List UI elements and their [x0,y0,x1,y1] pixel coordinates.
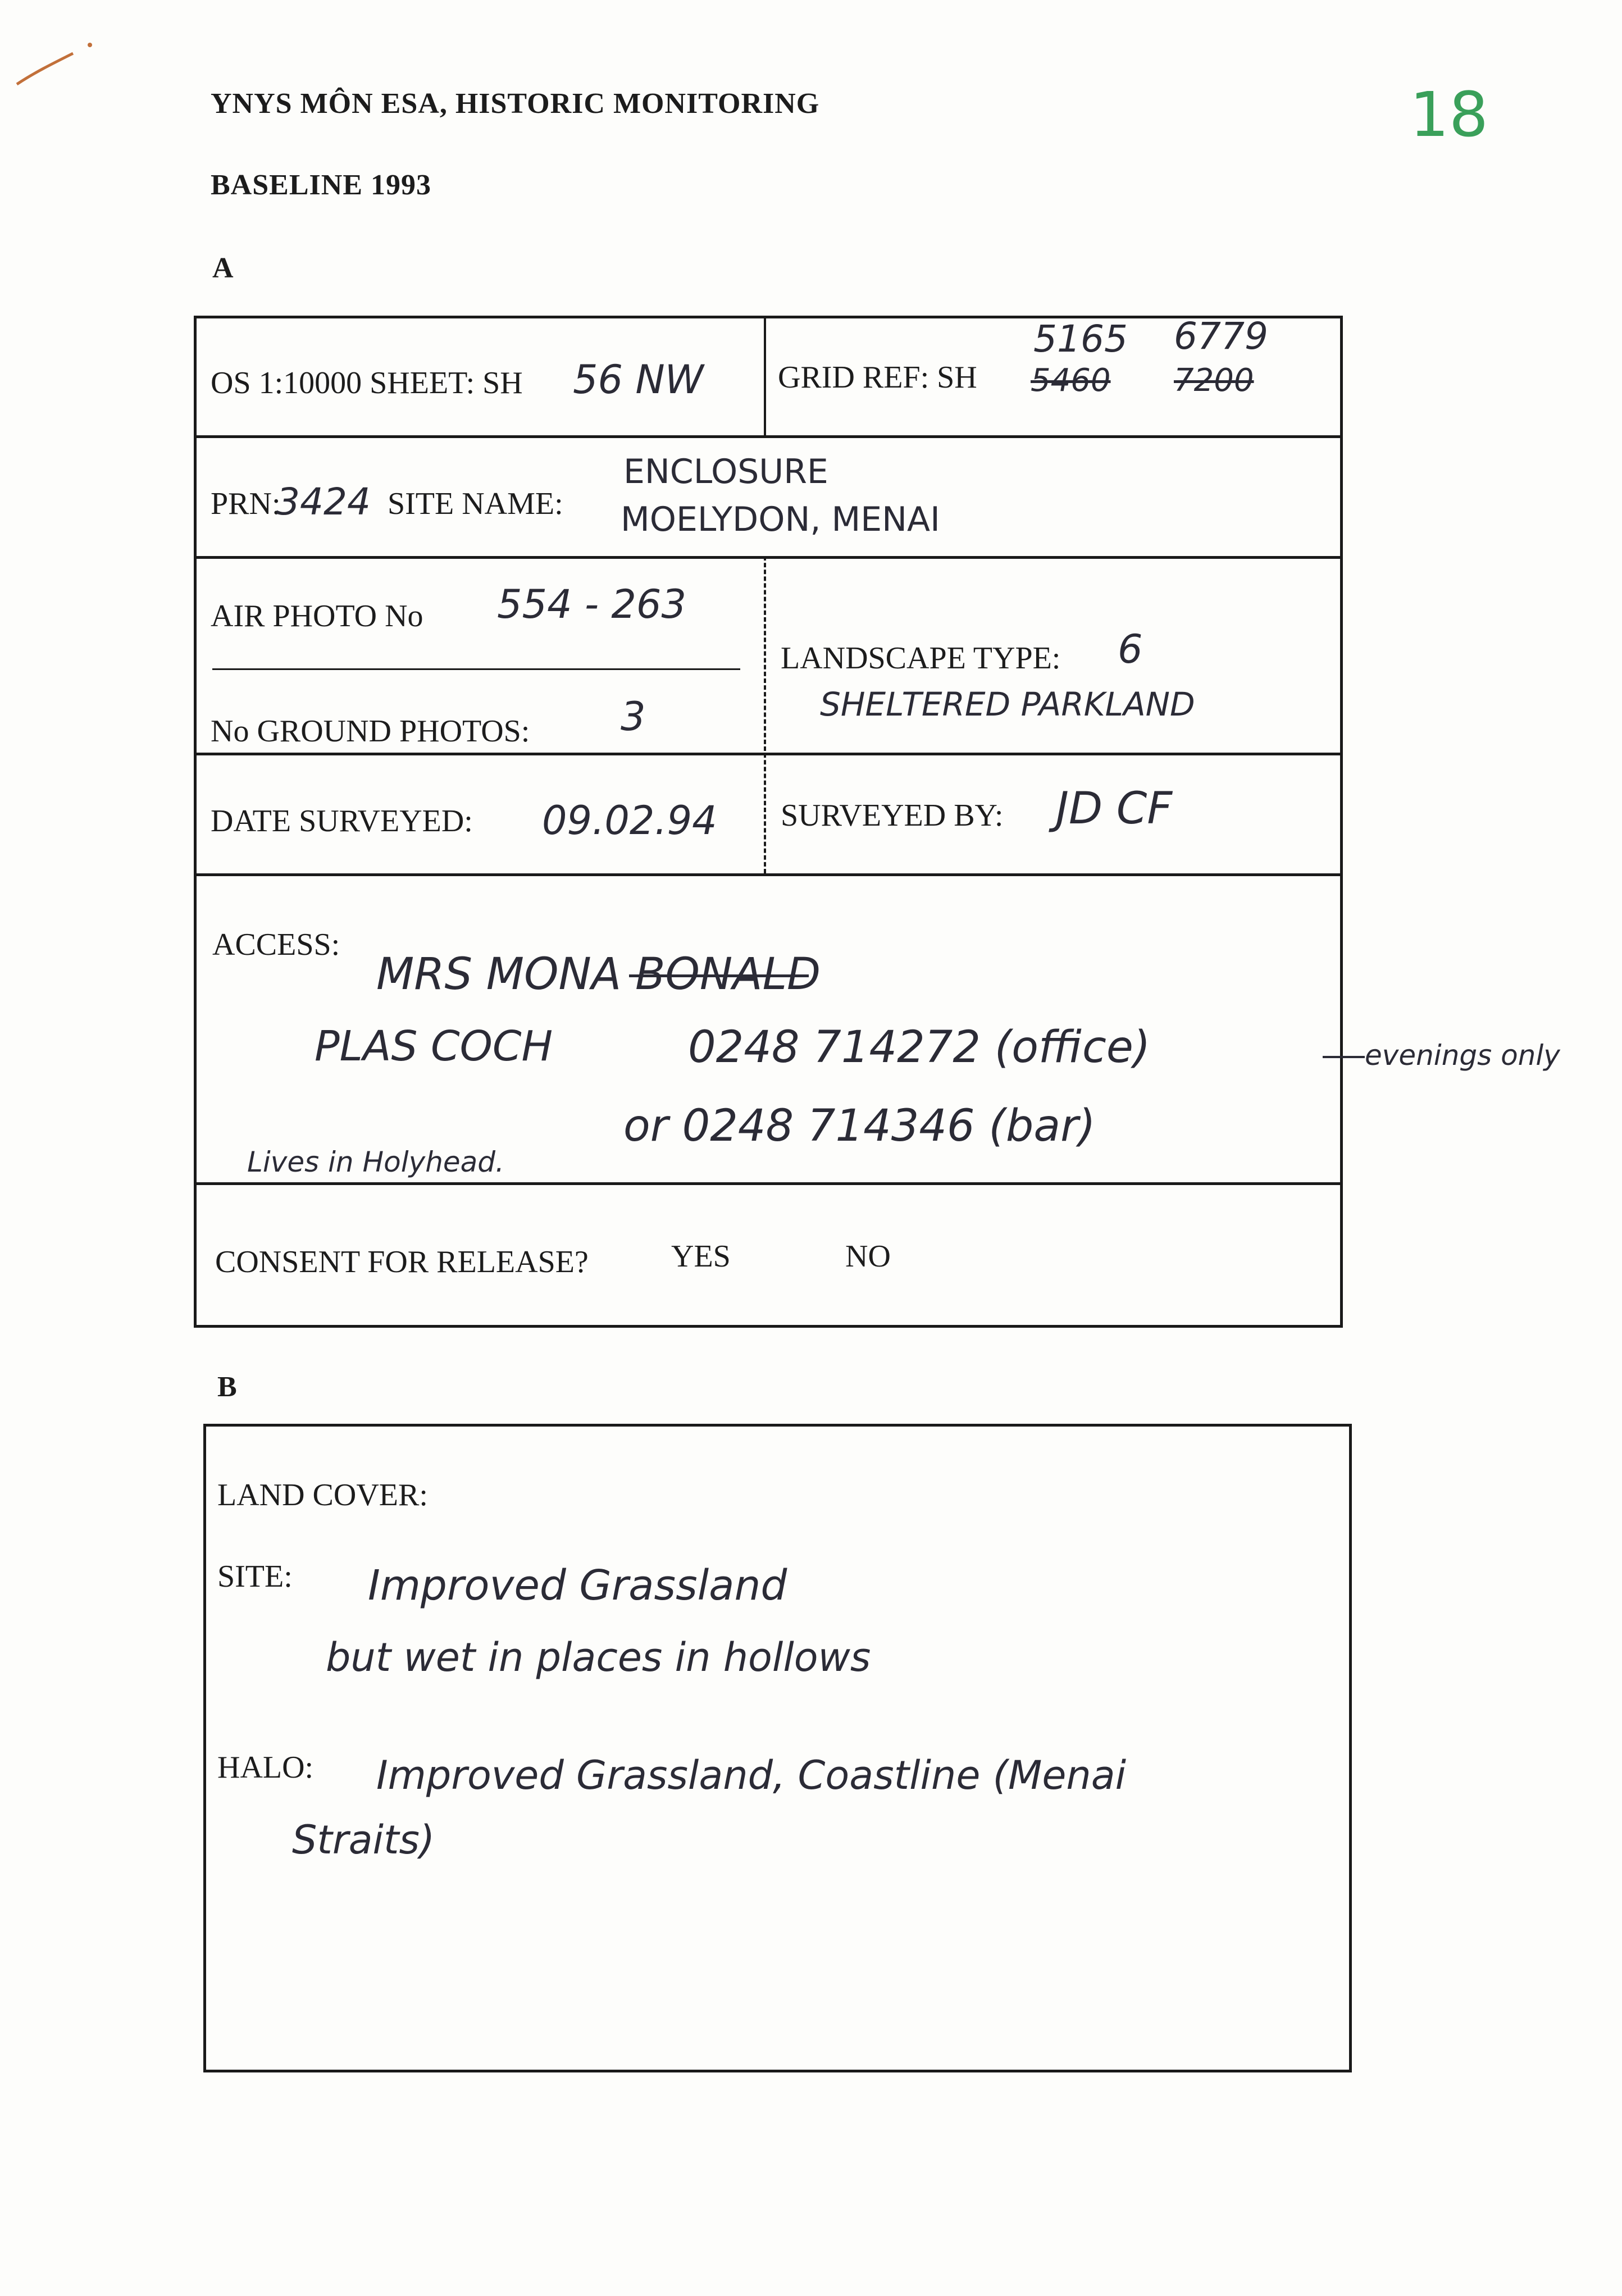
access-bar-phone: or 0248 714346 (bar) [623,1101,1096,1151]
site-cover-line-2: but wet in places in hollows [326,1634,871,1680]
os-sheet-value: 56 NW [573,357,704,403]
ground-photos-value: 3 [621,694,646,740]
document-title: YNYS MÔN ESA, HISTORIC MONITORING [211,88,820,120]
landscape-type-value: 6 [1118,626,1143,672]
ground-photos-label: No GROUND PHOTOS: [211,714,530,749]
surveyed-by-label: SURVEYED BY: [781,798,1004,833]
prn-value: 3424 [276,480,371,523]
consent-no-option[interactable]: NO [845,1239,891,1274]
date-surveyed-value: 09.02.94 [542,798,717,844]
date-surveyed-label: DATE SURVEYED: [211,804,473,839]
os-sheet-label: OS 1:10000 SHEET: SH [211,366,523,400]
landscape-type-label: LANDSCAPE TYPE: [781,641,1061,676]
baseline-heading: BASELINE 1993 [211,169,431,201]
prn-label: PRN: [211,486,281,521]
landscape-type-description: SHELTERED PARKLAND [820,685,1195,723]
row-divider [194,873,1343,876]
grid-ref-struck-northing: 7200 [1174,362,1254,399]
section-b-label: B [217,1371,238,1403]
air-photo-label: AIR PHOTO No [211,599,423,634]
access-name-strike [629,974,809,977]
grid-ref-easting: 5165 [1033,317,1128,361]
access-note-connector [1323,1056,1365,1058]
site-name-label: SITE NAME: [388,486,563,521]
section-b-form [203,1424,1352,2072]
halo-line-2: Straits) [292,1817,435,1863]
halo-label: HALO: [217,1750,314,1785]
grid-ref-struck-easting: 5460 [1031,362,1111,399]
section-a-label: A [212,252,234,284]
grid-ref-label: GRID REF: SH [778,360,977,395]
consent-label: CONSENT FOR RELEASE? [215,1245,589,1279]
surveyed-by-value: JD CF [1056,783,1173,834]
page-number: 18 [1410,79,1488,151]
row-divider [194,753,1343,755]
row-divider [194,435,1343,438]
site-name-line-2: MOELYDON, MENAI [621,500,940,539]
column-divider [764,556,766,873]
site-cover-label: SITE: [217,1559,293,1594]
access-evenings-note: evenings only [1365,1039,1560,1072]
consent-yes-option[interactable]: YES [671,1239,731,1274]
row-divider [194,556,1343,559]
air-photo-value: 554 - 263 [497,581,686,627]
access-office-phone: 0248 714272 (office) [688,1022,1151,1073]
access-residence-note: Lives in Holyhead. [247,1146,504,1178]
access-contact-text: MRS MONA BONALD [376,949,821,1000]
column-divider [764,316,766,435]
site-cover-line-1: Improved Grassland [368,1561,787,1610]
photo-divider [212,668,740,670]
access-place: PLAS COCH [315,1022,553,1070]
land-cover-label: LAND COVER: [217,1478,428,1513]
site-name-line-1: ENCLOSURE [623,452,828,491]
grid-ref-northing: 6779 [1174,315,1268,358]
stray-pen-mark [11,22,95,93]
row-divider [194,1182,1343,1185]
halo-line-1: Improved Grassland, Coastline (Menai [376,1752,1127,1798]
access-label: ACCESS: [212,927,340,962]
